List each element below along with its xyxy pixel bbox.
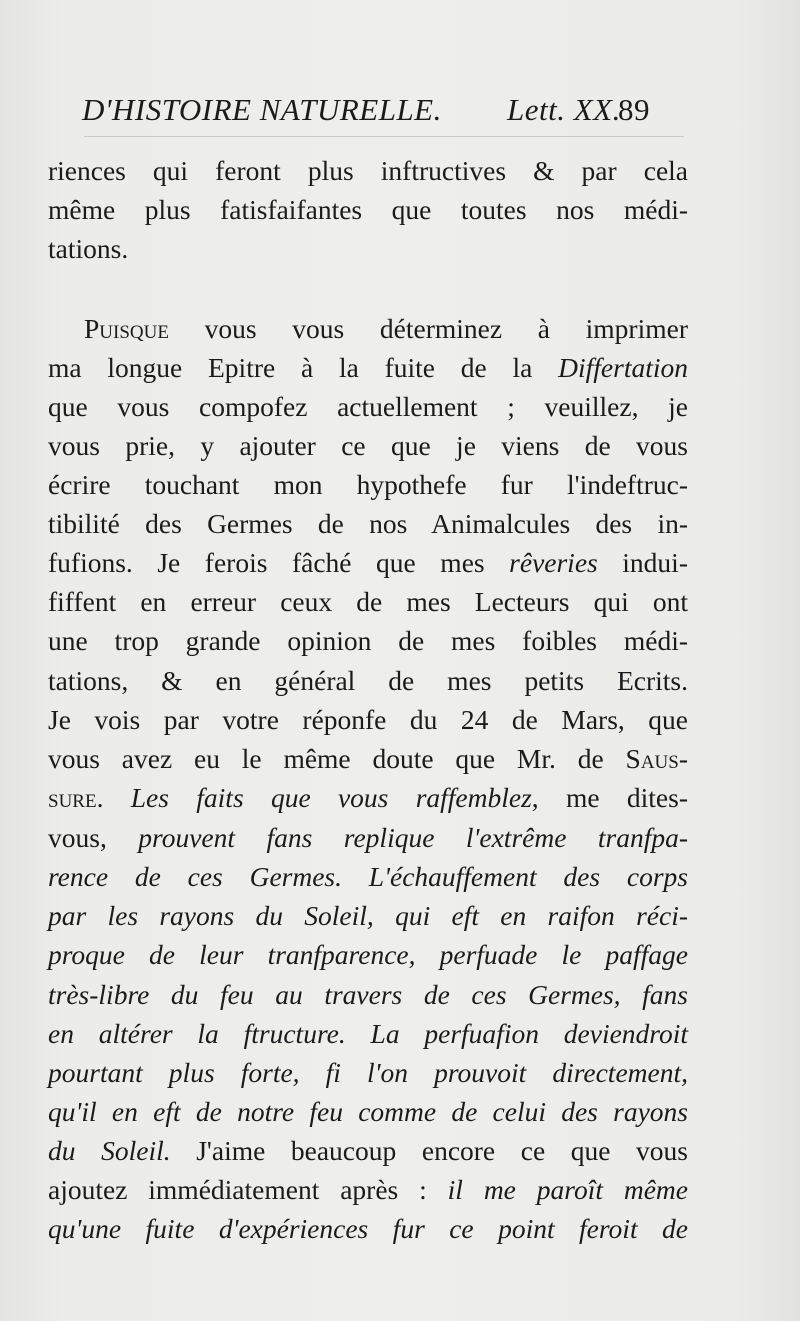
text-line [48, 778, 688, 818]
text-span: vous vous déterminez à imprimer [168, 313, 688, 344]
text-line [48, 348, 688, 388]
small-caps-span: sure. [48, 782, 104, 813]
text-span: une trop grande opinion de mes foibles médi- [48, 625, 688, 656]
italic-span: proque de leur tranfparence, perfuade le paffage [48, 939, 688, 970]
text-line [48, 543, 688, 583]
text-span: J'aime beaucoup encore ce que vous [170, 1135, 688, 1166]
text-span: fufions. Je ferois fâché que mes [48, 547, 510, 578]
text-line [48, 739, 688, 779]
italic-span: Differtation [558, 352, 688, 383]
text-line [84, 309, 688, 349]
italic-span: en altérer la ftructure. La perfuafion deviendroit [48, 1018, 688, 1049]
text-line [48, 700, 688, 740]
small-caps-span: Puisque [84, 313, 169, 344]
text-span: tations, & en général de mes petits Ecrits. [48, 665, 688, 696]
text-span: fiffent en erreur ceux de mes Lecteurs qui ont [48, 586, 688, 617]
italic-span: Les faits que vous raffemblez [103, 782, 532, 813]
text-span: , me dites- [531, 782, 688, 813]
text-line [48, 1092, 688, 1132]
text-span: même plus fatisfaifantes que toutes nos médi- [48, 194, 688, 225]
letter-reference: Lett. XX. [507, 92, 621, 127]
text-line [48, 1014, 688, 1054]
running-header [82, 92, 692, 134]
text-span: Je vois par votre réponfe du 24 de Mars, que [48, 704, 688, 735]
text-line [48, 896, 688, 936]
text-line [48, 975, 688, 1015]
text-span: écrire touchant mon hypothefe fur l'indeftruc- [48, 469, 688, 500]
text-line [48, 1209, 688, 1249]
italic-span: rêveries [509, 547, 598, 578]
text-line [48, 857, 688, 897]
text-line [48, 426, 688, 466]
text-line [48, 190, 688, 230]
italic-span: par les rayons du Soleil, qui eft en raifon réci- [48, 900, 688, 931]
text-span: indui- [597, 547, 688, 578]
text-span: tations. [48, 233, 129, 264]
header-rule [84, 136, 684, 137]
text-line [48, 621, 688, 661]
italic-span: du Soleil. [48, 1135, 171, 1166]
italic-span: qu'il en eft de notre feu comme de celui des rayons [48, 1096, 688, 1127]
text-span: ajoutez immédiatement après : [48, 1174, 448, 1205]
italic-span: pourtant plus forte, fi l'on prouvoit directement, [48, 1057, 688, 1088]
page-number: 89 [618, 92, 650, 127]
italic-span: prouvent fans replique l'extrême tranfpa- [138, 822, 689, 853]
text-line [48, 151, 688, 191]
text-line [48, 1053, 688, 1093]
text-line [48, 387, 688, 427]
text-line [48, 935, 688, 975]
running-title: D'HISTOIRE NATURELLE. [82, 92, 442, 127]
text-line [48, 1131, 688, 1171]
text-line [48, 661, 688, 701]
text-span: vous avez eu le même doute que Mr. de [48, 743, 626, 774]
text-span: riences qui feront plus inftructives & par cela [48, 155, 688, 186]
text-span: que vous compofez actuellement ; veuillez, je [48, 391, 688, 422]
text-span: vous prie, y ajouter ce que je viens de vous [48, 430, 688, 461]
italic-span: qu'une fuite d'expériences fur ce point feroit de [48, 1213, 688, 1244]
text-span: ma longue Epitre à la fuite de la [48, 352, 559, 383]
text-line [48, 818, 688, 858]
italic-span: rence de ces Germes. L'échauffement des corps [48, 861, 688, 892]
small-caps-span: Saus- [625, 743, 688, 774]
text-line [48, 229, 688, 269]
text-line [48, 582, 688, 622]
text-line [48, 504, 688, 544]
text-span: tibilité des Germes de nos Animalcules des in- [48, 508, 688, 539]
italic-span: très-libre du feu au travers de ces Germes, fans [48, 979, 688, 1010]
italic-span: il me paroît même [447, 1174, 688, 1205]
text-span: vous, [48, 822, 139, 853]
text-line [48, 465, 688, 505]
text-line [48, 1170, 688, 1210]
